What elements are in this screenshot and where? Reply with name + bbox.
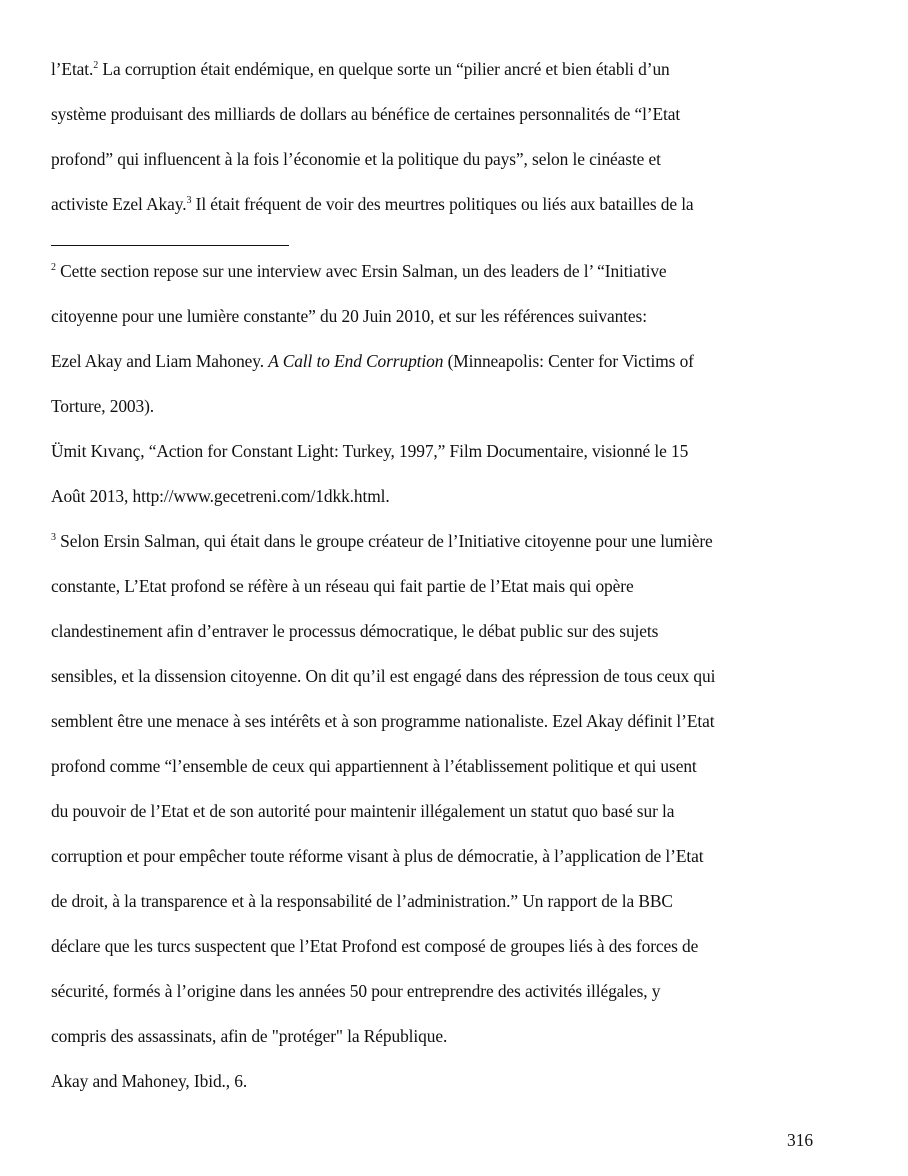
body-text: Il était fréquent de voir des meurtres politiques ou liés aux batailles de la bbox=[191, 194, 694, 214]
footnote-3-line: sécurité, formés à l’origine dans les années 50 pour entreprendre des activités illégales, y bbox=[51, 981, 661, 1001]
footnote-3-line: profond comme “l’ensemble de ceux qui appartiennent à l’établissement politique et qui usent bbox=[51, 756, 697, 776]
footnote-separator bbox=[51, 245, 289, 246]
footnote-3-line: compris des assassinats, afin de "protéger" la République. bbox=[51, 1026, 448, 1046]
reference-2-line-1: Ümit Kıvanç, “Action for Constant Light: Turkey, 1997,” Film Documentaire, visionné le 15 bbox=[51, 441, 689, 461]
footnote-text: Cette section repose sur une interview avec Ersin Salman, un des leaders de l’ “Initiative bbox=[55, 261, 667, 281]
footnote-3-line: de droit, à la transparence et à la responsabilité de l’administration.” Un rapport de la BBC bbox=[51, 891, 673, 911]
footnote-3-line-1 bbox=[51, 530, 713, 552]
reference-publisher: (Minneapolis: Center for Victims of bbox=[443, 351, 694, 371]
body-line-4 bbox=[51, 193, 694, 215]
footnote-3-line: clandestinement afin d’entraver le processus démocratique, le débat public sur des sujets bbox=[51, 621, 659, 641]
body-line-1 bbox=[51, 58, 670, 80]
footnote-3-mark: 3 bbox=[51, 532, 56, 543]
footnote-3-line: corruption et pour empêcher toute réforme visant à plus de démocratie, à l’application de l’Etat bbox=[51, 846, 704, 866]
reference-2-line-2: Août 2013, http://www.gecetreni.com/1dkk.html. bbox=[51, 486, 390, 506]
footnote-2-line-1 bbox=[51, 260, 667, 282]
reference-1-line-1 bbox=[51, 350, 694, 372]
body-text: activiste Ezel Akay. bbox=[51, 194, 187, 214]
footnote-3-line: sensibles, et la dissension citoyenne. On dit qu’il est engagé dans des répression de tous ceux qui bbox=[51, 666, 716, 686]
body-text: La corruption était endémique, en quelque sorte un “pilier ancré et bien établi d’un bbox=[98, 59, 670, 79]
footnote-ref-2[interactable]: 2 bbox=[93, 60, 99, 71]
footnote-citation: Akay and Mahoney, Ibid., 6. bbox=[51, 1071, 248, 1091]
footnote-ref-3[interactable]: 3 bbox=[186, 195, 192, 206]
reference-1-line-2: Torture, 2003). bbox=[51, 396, 155, 416]
footnote-2-mark: 2 bbox=[51, 262, 56, 273]
footnote-text: Selon Ersin Salman, qui était dans le groupe créateur de l’Initiative citoyenne pour une lumière bbox=[55, 531, 713, 551]
reference-title: A Call to End Corruption bbox=[268, 351, 444, 371]
reference-authors: Ezel Akay and Liam Mahoney. bbox=[51, 351, 269, 371]
body-line-2: système produisant des milliards de dollars au bénéfice de certaines personnalités de “l’Etat bbox=[51, 104, 681, 124]
footnote-3-line: du pouvoir de l’Etat et de son autorité pour maintenir illégalement un statut quo basé sur la bbox=[51, 801, 675, 821]
body-text: l’Etat. bbox=[51, 59, 94, 79]
footnote-2-line-2: citoyenne pour une lumière constante” du 20 Juin 2010, et sur les références suivantes: bbox=[51, 306, 647, 326]
footnote-3-line: semblent être une menace à ses intérêts et à son programme nationaliste. Ezel Akay définit l’Etat bbox=[51, 711, 715, 731]
footnote-3-line: constante, L’Etat profond se réfère à un réseau qui fait partie de l’Etat mais qui opère bbox=[51, 576, 634, 596]
body-line-3: profond” qui influencent à la fois l’économie et la politique du pays”, selon le cinéaste et bbox=[51, 149, 661, 169]
page-number: 316 bbox=[787, 1130, 814, 1150]
footnote-3-line: déclare que les turcs suspectent que l’Etat Profond est composé de groupes liés à des forces de bbox=[51, 936, 699, 956]
